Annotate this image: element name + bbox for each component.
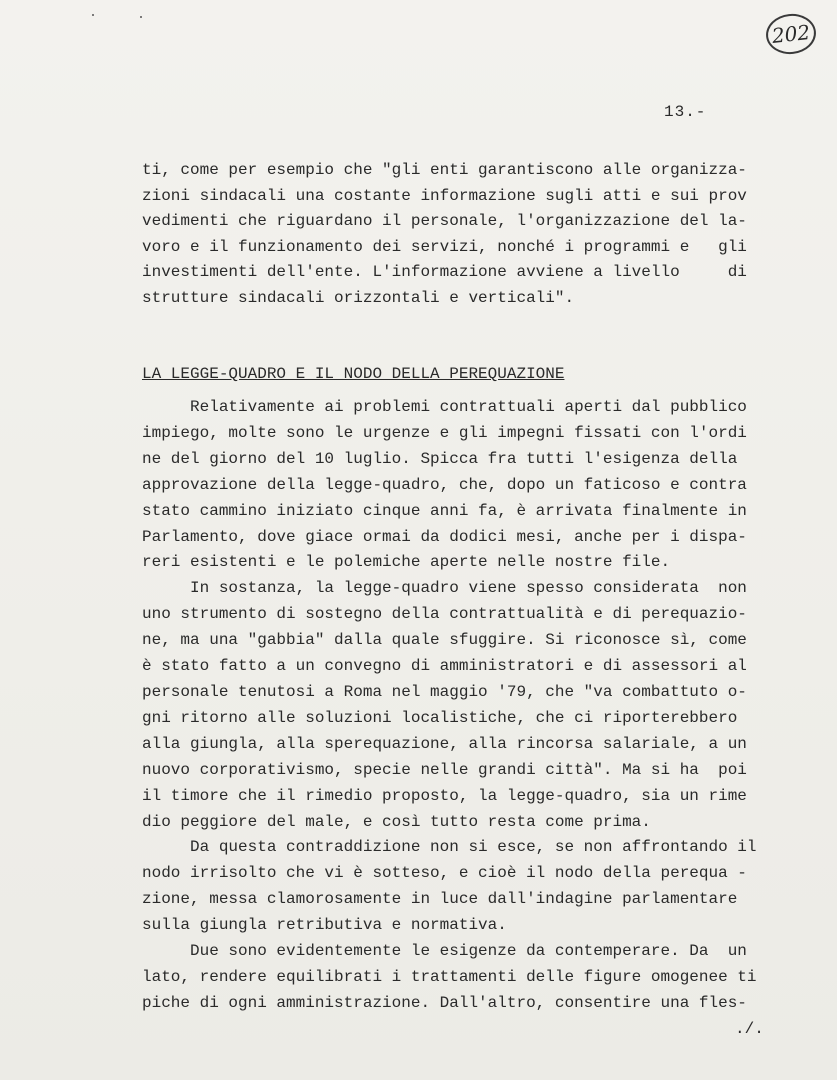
text-line: nuovo corporativismo, specie nelle grandi città". Ma si ha poi — [142, 760, 747, 779]
section-heading: LA LEGGE-QUADRO E IL NODO DELLA PEREQUAZIONE — [142, 365, 565, 383]
text-line: piche di ogni amministrazione. Dall'altro, consentire una fles- — [142, 993, 747, 1012]
text-line: Due sono evidentemente le esigenze da contemperare. Da un — [142, 942, 747, 961]
text-line: nodo irrisolto che vi è sotteso, e cioè il nodo della perequa - — [142, 864, 747, 883]
text-line: personale tenutosi a Roma nel maggio '79, che "va combattuto o- — [142, 682, 747, 701]
text-line: Relativamente ai problemi contrattuali aperti dal pubblico — [142, 398, 747, 416]
archive-number-stamp: 202 — [764, 11, 818, 56]
text-line: vedimenti che riguardano il personale, l'organizzazione del la- — [142, 212, 747, 230]
text-line: il timore che il rimedio proposto, la legge-quadro, sia un rime — [142, 786, 747, 805]
continued-mark: ./. — [735, 1020, 764, 1038]
text-line: ne, ma una "gabbia" dalla quale sfuggire. Si riconosce sì, come — [142, 631, 747, 650]
text-line: stato cammino iniziato cinque anni fa, è arrivata finalmente in — [142, 501, 747, 520]
text-line: ti, come per esempio che "gli enti garantiscono alle organizza- — [142, 161, 747, 179]
section-body — [142, 395, 762, 1017]
scan-speck — [92, 14, 94, 16]
text-line: investimenti dell'ente. L'informazione avviene a livello di — [142, 263, 747, 281]
continued-paragraph — [142, 158, 762, 311]
text-line: dio peggiore del male, e così tutto resta come prima. — [142, 812, 651, 831]
text-line: Parlamento, dove giace ormai da dodici mesi, anche per i dispa- — [142, 527, 747, 546]
text-line: è stato fatto a un convegno di amministratori e di assessori al — [142, 657, 747, 676]
text-line: zione, messa clamorosamente in luce dall'indagine parlamentare — [142, 890, 738, 909]
text-line: lato, rendere equilibrati i trattamenti delle figure omogenee ti — [142, 967, 757, 986]
text-line: strutture sindacali orizzontali e verticali". — [142, 288, 575, 307]
text-line: approvazione della legge-quadro, che, dopo un faticoso e contra — [142, 475, 747, 494]
text-line: In sostanza, la legge-quadro viene spesso considerata non — [142, 579, 747, 598]
text-line: reri esistenti e le polemiche aperte nelle nostre file. — [142, 553, 671, 572]
text-line: impiego, molte sono le urgenze e gli impegni fissati con l'ordi — [142, 423, 747, 442]
page-number: 13.- — [664, 103, 707, 121]
text-line: voro e il funzionamento dei servizi, nonché i programmi e gli — [142, 237, 747, 256]
text-line: gni ritorno alle soluzioni localistiche, che ci riporterebbero — [142, 708, 738, 727]
text-line: alla giungla, alla sperequazione, alla rincorsa salariale, a un — [142, 734, 747, 753]
text-line: ne del giorno del 10 luglio. Spicca fra tutti l'esigenza della — [142, 449, 738, 468]
scan-speck — [140, 16, 142, 18]
text-line: uno strumento di sostegno della contrattualità e di perequazio- — [142, 605, 747, 624]
text-line: zioni sindacali una costante informazione sugli atti e sui prov — [142, 186, 747, 205]
text-line: Da questa contraddizione non si esce, se non affrontando il — [142, 838, 757, 857]
text-line: sulla giungla retributiva e normativa. — [142, 916, 507, 935]
